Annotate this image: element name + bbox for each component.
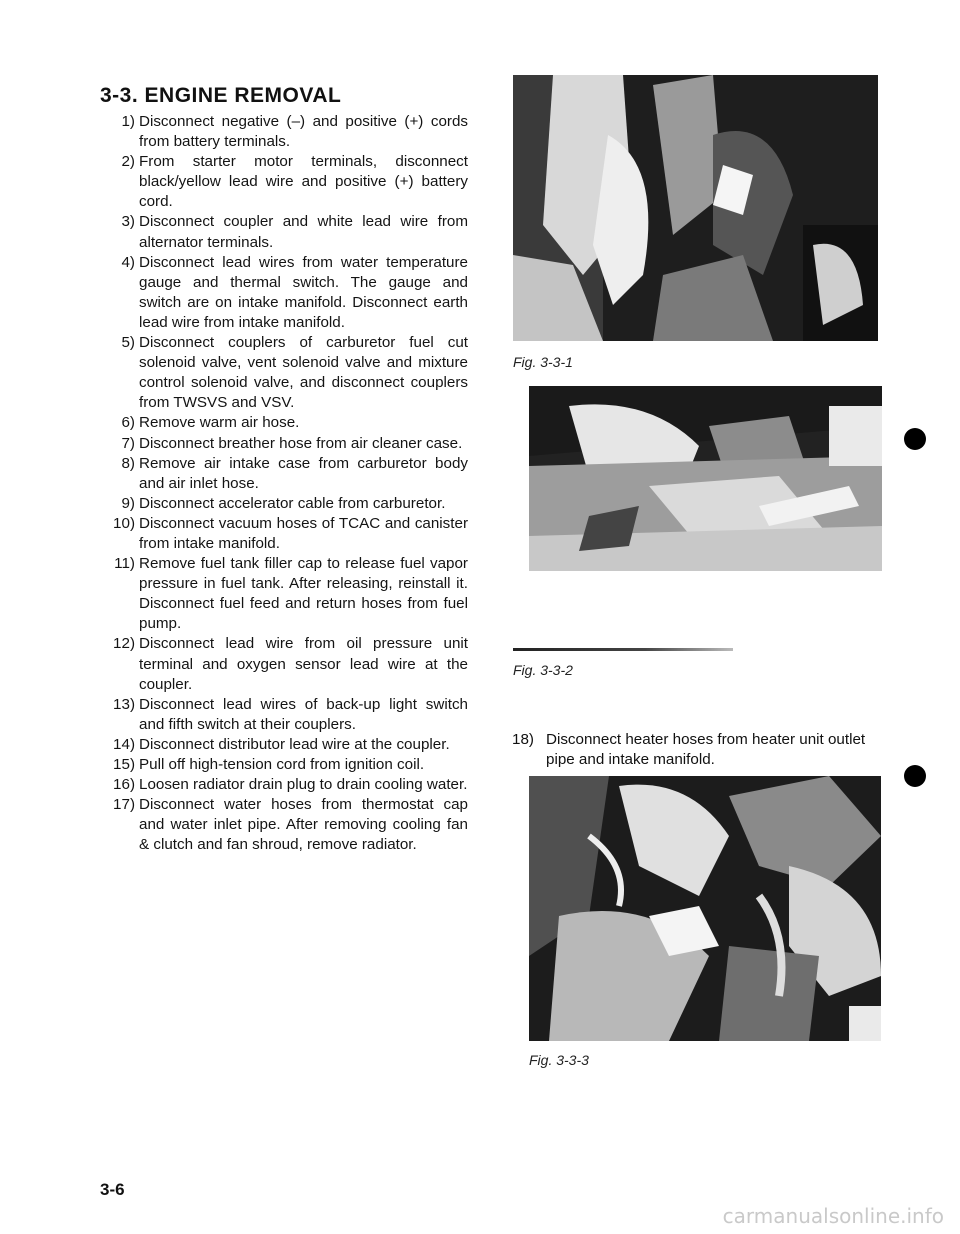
step-item: [100, 795, 468, 855]
step-item: [100, 212, 468, 252]
step-number: 2): [121, 153, 135, 171]
step-item: [100, 755, 468, 775]
step-item: [100, 413, 468, 433]
step-text: Pull off high-tension cord from ignition coil.: [139, 756, 425, 773]
step-item: [100, 554, 468, 634]
step-text: Remove air intake case from carburetor body and air inlet hose.: [139, 454, 468, 492]
step-number: 18): [512, 731, 534, 748]
step-number: 17): [113, 796, 135, 814]
figure-caption: Fig. 3-3-2: [513, 662, 573, 678]
step-item: [100, 434, 468, 454]
step-number: 1): [121, 113, 135, 130]
step-item: [100, 494, 468, 514]
figure-caption: Fig. 3-3-3: [529, 1052, 589, 1068]
step-text: Disconnect couplers of carburetor fuel cut solenoid valve, vent solenoid valve and mixture control solenoid valve, and disconnect couplers from TWSVS and VSV.: [139, 334, 468, 412]
page-number: 3-6: [100, 1180, 125, 1199]
step-text: Disconnect lead wires of back-up light switch and fifth switch at their couplers.: [139, 695, 468, 733]
step-item: [100, 112, 468, 152]
engine-photo-2: [529, 386, 882, 571]
step-text: Disconnect vacuum hoses of TCAC and canister from intake manifold.: [139, 514, 468, 552]
step-text: Disconnect breather hose from air cleaner case.: [139, 434, 463, 452]
step-text: Disconnect negative (–) and positive (+) cords from battery terminals.: [139, 113, 468, 151]
step-number: 3): [121, 213, 135, 231]
step-item: [100, 634, 468, 694]
margin-marker-dot: [904, 765, 926, 787]
step-item: [100, 775, 468, 795]
watermark-text: carmanualsonline.info: [722, 1204, 944, 1228]
step-number: 7): [121, 434, 135, 452]
figure-photo-engine-bay-2: [529, 386, 882, 571]
step-number: 16): [113, 776, 135, 794]
removal-steps-list: [100, 112, 468, 855]
section-title: 3-3. ENGINE REMOVAL: [100, 84, 342, 107]
step-number: 11): [114, 555, 135, 573]
step-number: 14): [113, 735, 135, 753]
step-number: 5): [121, 334, 135, 352]
figure-photo-engine-bay-1: [513, 75, 878, 341]
step-number: 4): [121, 253, 135, 271]
step-number: 12): [113, 635, 135, 653]
step-item: [100, 152, 468, 212]
step-item: [100, 253, 468, 333]
step-item: [100, 333, 468, 413]
figure-caption: Fig. 3-3-1: [513, 354, 573, 370]
figure-photo-engine-bay-3: [529, 776, 881, 1041]
step-18: [512, 730, 884, 770]
engine-photo-3: [529, 776, 881, 1041]
step-text: Disconnect lead wire from oil pressure unit terminal and oxygen sensor lead wire at the coupler.: [139, 635, 468, 693]
step-number: 10): [113, 514, 135, 532]
step-text: Remove fuel tank filler cap to release fuel vapor pressure in fuel tank. After releasing, reinstall it. Disconnect fuel feed and return hoses from fuel pump.: [139, 555, 468, 633]
step-text: Disconnect distributor lead wire at the coupler.: [139, 735, 450, 753]
engine-photo-1: [513, 75, 878, 341]
step-text: Disconnect accelerator cable from carburetor.: [139, 494, 446, 512]
step-text: Disconnect lead wires from water temperature gauge and thermal switch. The gauge and switch are on intake manifold. Disconnect earth lead wire from intake manifold.: [139, 253, 468, 331]
step-number: 8): [121, 454, 135, 472]
step-number: 15): [113, 756, 135, 773]
step-text: Remove warm air hose.: [139, 414, 300, 432]
step-item: [100, 695, 468, 735]
step-number: 9): [121, 494, 135, 512]
step-item: [100, 454, 468, 494]
step-item: [100, 735, 468, 755]
step-text: Disconnect heater hoses from heater unit outlet pipe and intake manifold.: [546, 731, 866, 769]
step-number: 6): [121, 414, 135, 432]
margin-marker-dot: [904, 428, 926, 450]
figure-divider-line: [513, 648, 733, 651]
step-item: [100, 514, 468, 554]
step-text: Disconnect coupler and white lead wire from alternator terminals.: [139, 213, 468, 251]
step-text: From starter motor terminals, disconnect black/yellow lead wire and positive (+) battery cord.: [139, 153, 468, 211]
step-text: Disconnect water hoses from thermostat cap and water inlet pipe. After removing cooling fan & clutch and fan shroud, remove radiator.: [139, 796, 468, 854]
step-number: 13): [113, 695, 135, 713]
step-text: Loosen radiator drain plug to drain cooling water.: [139, 776, 468, 794]
